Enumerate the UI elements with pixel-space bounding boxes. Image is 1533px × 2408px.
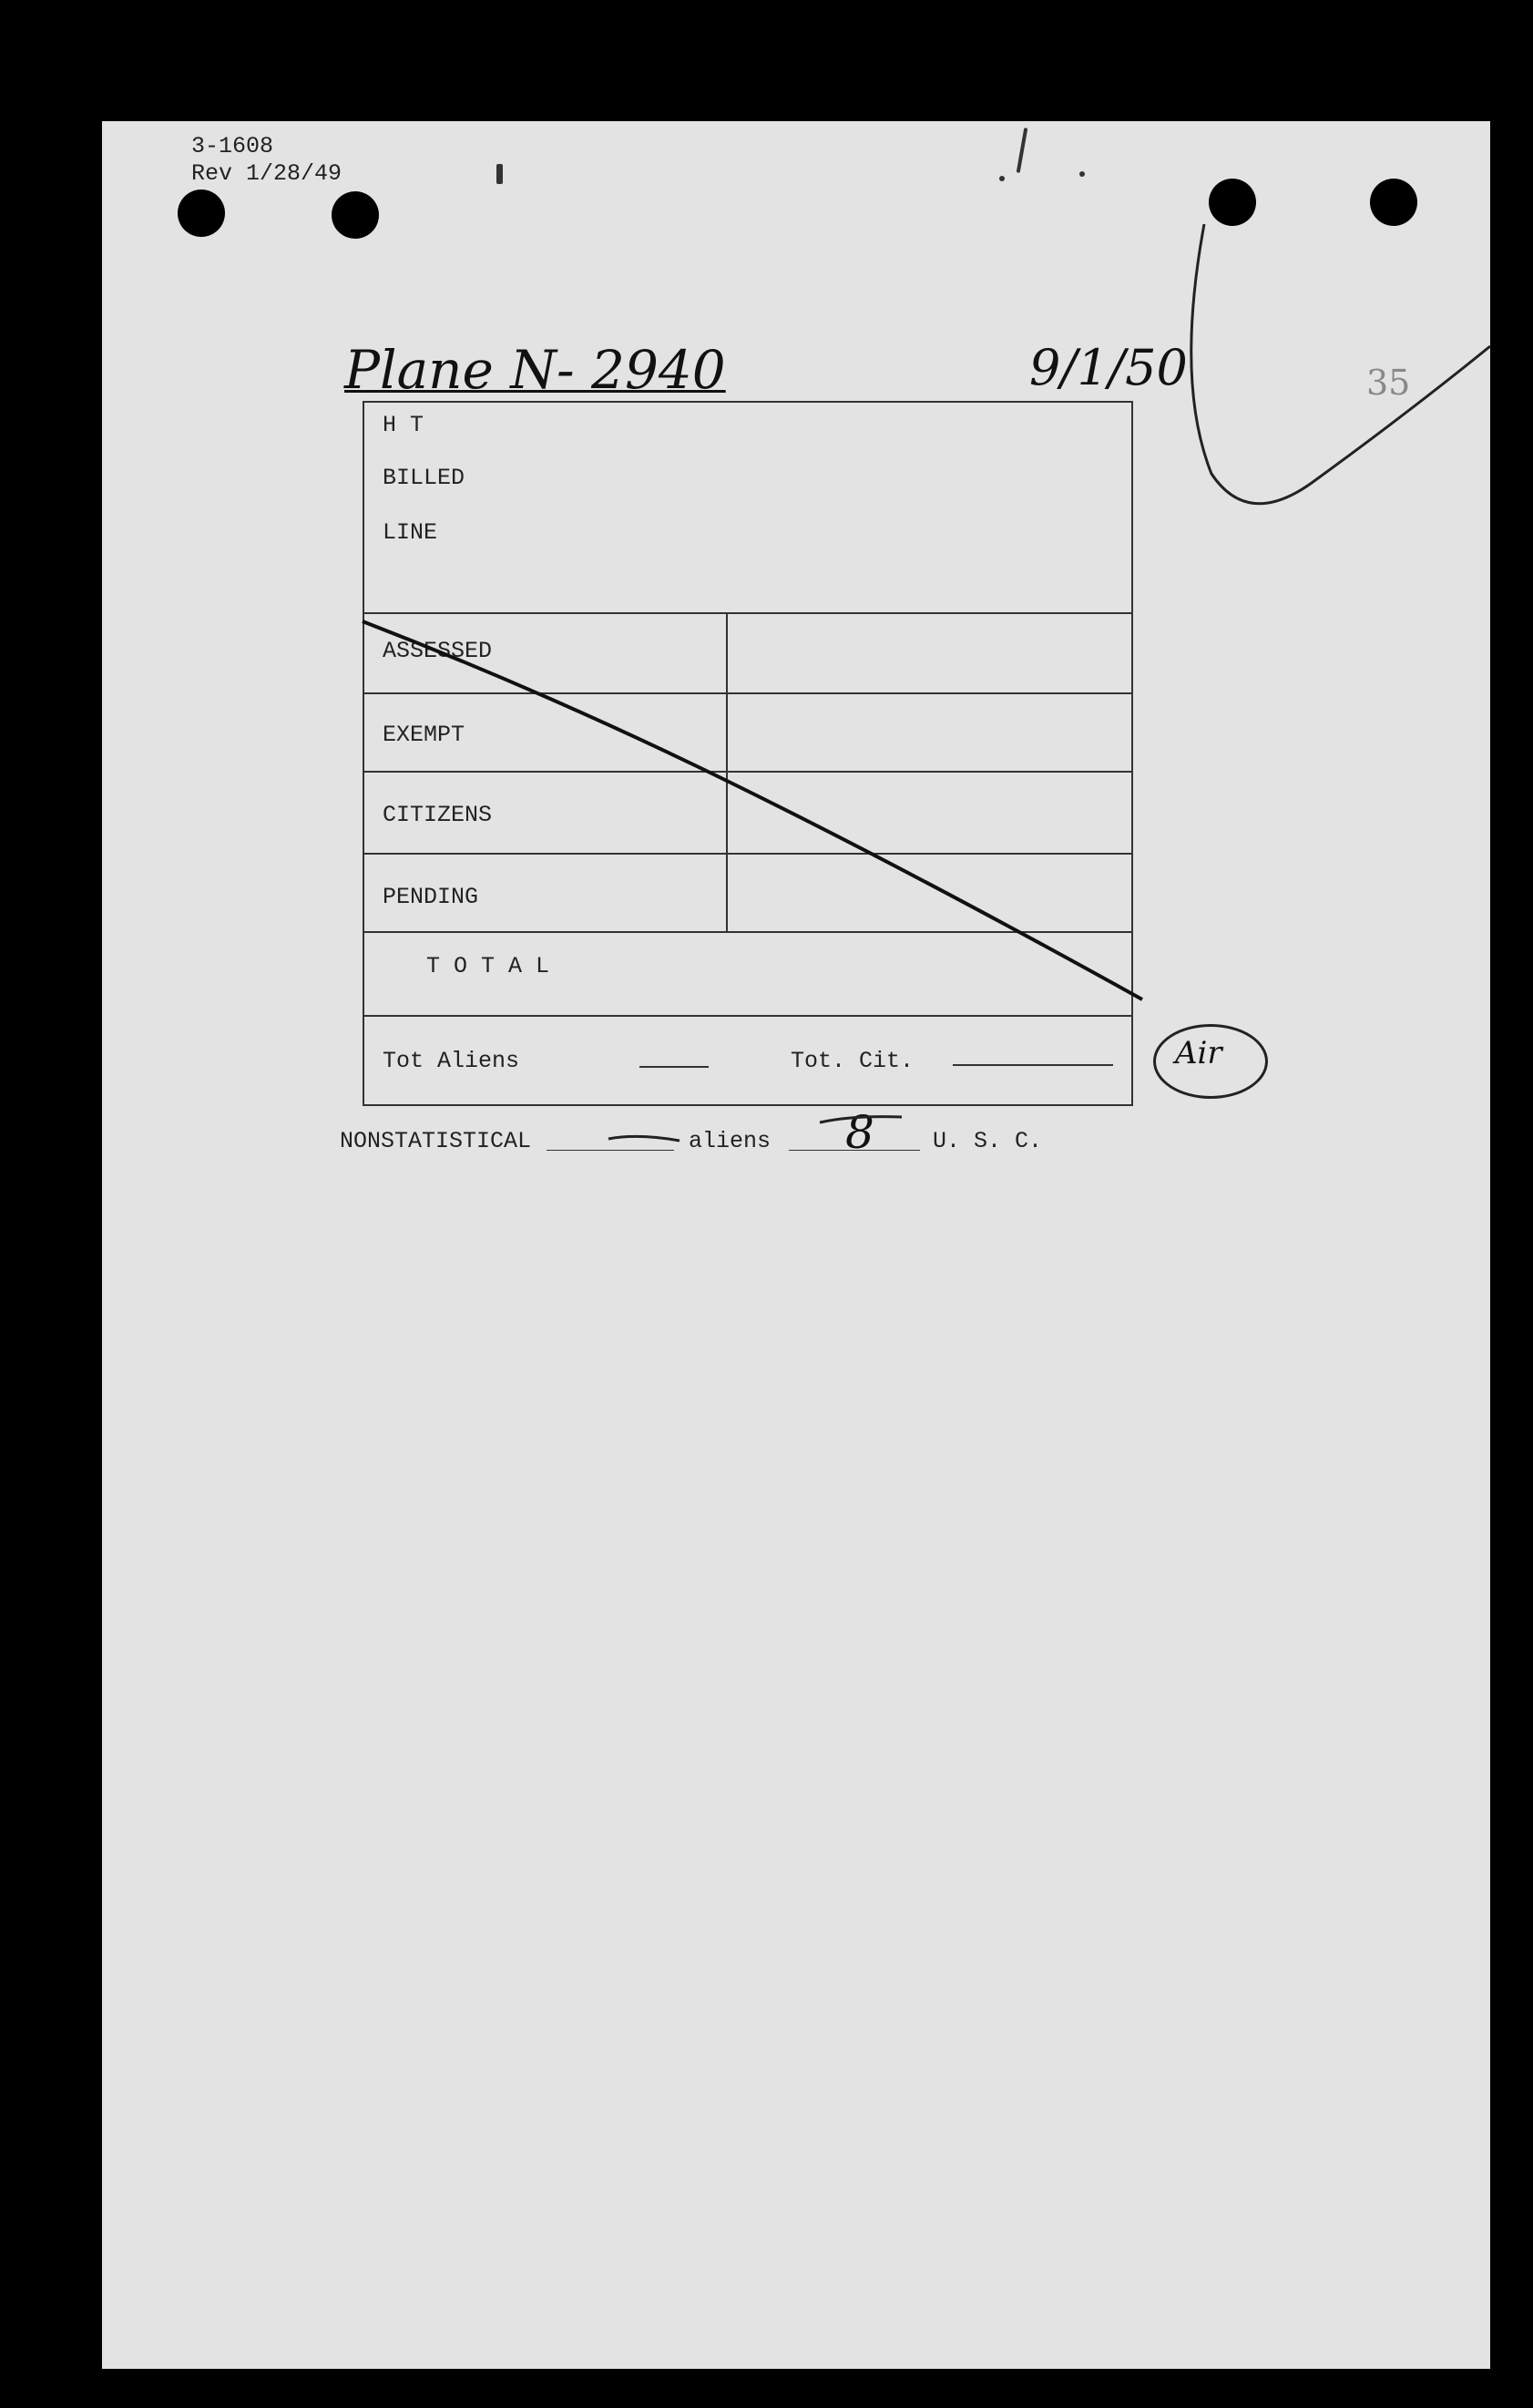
cancellation-line (363, 621, 1142, 999)
row-label-pending: PENDING (383, 884, 479, 910)
ht-label: H T (383, 412, 424, 438)
circled-note-text: Air (1175, 1035, 1222, 1071)
total-label: T O T A L (426, 953, 550, 979)
line-label: LINE (383, 519, 438, 546)
tot-aliens-label: Tot Aliens (383, 1048, 520, 1074)
nonstatistical-dash (608, 1136, 680, 1141)
nonstatistical-label: NONSTATISTICAL (340, 1128, 532, 1154)
tot-cit-label: Tot. Cit. (791, 1048, 915, 1074)
row-label-citizens: CITIZENS (383, 802, 493, 828)
form-number: 3-1608 (191, 133, 274, 159)
aliens-count-top (820, 1117, 902, 1122)
usc-label: U. S. C. (933, 1128, 1043, 1154)
form-revision: Rev 1/28/49 (191, 160, 342, 187)
row-label-exempt: EXEMPT (383, 722, 465, 748)
arrival-date: 9/1/50 (1029, 339, 1188, 396)
aliens-label: aliens (689, 1128, 772, 1154)
page-number: 35 (1366, 363, 1411, 403)
billed-label: BILLED (383, 465, 465, 491)
aliens-count: 8 (845, 1106, 874, 1159)
row-label-assessed: ASSESSED (383, 638, 493, 664)
vessel-name: Plane N- 2940 (344, 339, 726, 401)
margin-bracket (1191, 224, 1490, 504)
